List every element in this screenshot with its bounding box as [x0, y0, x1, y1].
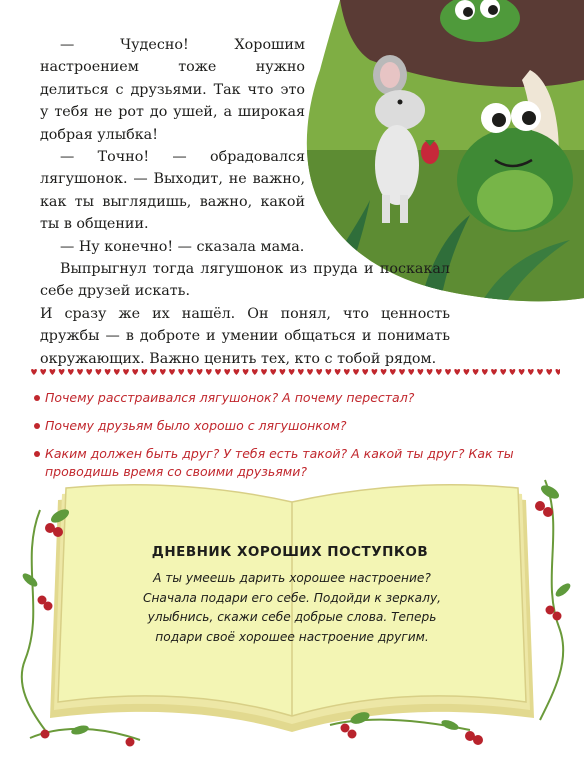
heart-icon: [59, 369, 65, 375]
heart-icon: [464, 369, 470, 375]
heart-icon: [390, 369, 396, 375]
heart-icon: [537, 369, 543, 375]
story-paragraph: И сразу же их нашёл. Он понял, что ценность дружбы — в доброте и умении общаться и понимать окружающих. Важно ценить тех, кто с тобой рядом.: [40, 305, 450, 367]
heart-icon: [362, 369, 368, 375]
heart-icon: [96, 369, 102, 375]
heart-icon: [399, 369, 405, 375]
heart-icon: [408, 369, 414, 375]
heart-icon: [188, 369, 194, 375]
heart-icon: [142, 369, 148, 375]
heart-icon: [86, 369, 92, 375]
heart-icon: [169, 369, 175, 375]
heart-icon: [500, 369, 506, 375]
heart-icon: [132, 369, 138, 375]
heart-icon: [326, 369, 332, 375]
heart-icon: [418, 369, 424, 375]
heart-icon: [160, 369, 166, 375]
story-paragraph: Выпрыгнул тогда лягушонок из пруда и поскакал себе друзей искать.: [40, 261, 450, 300]
heart-icon: [528, 369, 534, 375]
story-paragraph: — Точно! — обрадовался лягушонок. — Выходит, не важно, как ты выглядишь, важно, какой ты в общении.: [40, 149, 305, 233]
question-text: Почему друзьям было хорошо с лягушонком?: [45, 418, 347, 433]
heart-icon: [546, 369, 552, 375]
heart-icon: [445, 369, 451, 375]
heart-icon: [252, 369, 258, 375]
heart-icon: [491, 369, 497, 375]
heart-icon: [50, 369, 56, 375]
heart-icon: [270, 369, 276, 375]
heart-icon: [197, 369, 203, 375]
heart-icon: [482, 369, 488, 375]
heart-icon: [556, 369, 560, 375]
heart-icon: [298, 369, 304, 375]
story-text: [40, 34, 450, 370]
heart-icon: [178, 369, 184, 375]
heart-divider: [30, 368, 560, 376]
heart-icon: [427, 369, 433, 375]
story-paragraph: — Чудесно! Хорошим настроением тоже нужно делиться с друзьями. Так что это у тебя не рот до ушей, а широкая добрая улыбка!: [40, 37, 305, 143]
heart-icon: [473, 369, 479, 375]
heart-icon: [105, 369, 111, 375]
heart-icon: [151, 369, 157, 375]
heart-icon: [372, 369, 378, 375]
diary-text: А ты умеешь дарить хорошее настроение? Сначала подари его себе. Подойди к зеркалу, улыбнись, скажи себе добрые слова. Теперь подари своё хорошее настроение другим.: [142, 571, 442, 644]
heart-icon: [123, 369, 129, 375]
heart-icon: [234, 369, 240, 375]
heart-icon: [344, 369, 350, 375]
heart-icon: [519, 369, 525, 375]
heart-icon: [114, 369, 120, 375]
question-text: Каким должен быть друг? У тебя есть такой? А какой ты друг? Как ты проводишь время со своими друзьями?: [45, 446, 514, 479]
story-paragraph: — Ну конечно! — сказала мама.: [60, 238, 305, 255]
heart-icon: [68, 369, 74, 375]
bullet-icon: [34, 423, 40, 429]
heart-icon: [454, 369, 460, 375]
heart-icon: [353, 369, 359, 375]
heart-icon: [280, 369, 286, 375]
heart-icon: [215, 369, 221, 375]
heart-icon: [261, 369, 267, 375]
heart-icon: [307, 369, 313, 375]
heart-icon: [224, 369, 230, 375]
heart-icon: [243, 369, 249, 375]
bullet-icon: [34, 451, 40, 457]
heart-icon: [316, 369, 322, 375]
question-item: [34, 389, 554, 407]
heart-icon: [289, 369, 295, 375]
bullet-icon: [34, 395, 40, 401]
diary-title: ДНЕВНИК ХОРОШИХ ПОСТУПКОВ: [151, 544, 429, 560]
heart-icon: [31, 369, 37, 375]
question-item: [34, 417, 554, 435]
heart-icon: [40, 369, 46, 375]
heart-icon: [335, 369, 341, 375]
heart-icon: [77, 369, 83, 375]
question-text: Почему расстраивался лягушонок? А почему перестал?: [45, 390, 415, 405]
heart-icon: [436, 369, 442, 375]
heart-icon: [206, 369, 212, 375]
heart-icon: [510, 369, 516, 375]
heart-icon: [381, 369, 387, 375]
